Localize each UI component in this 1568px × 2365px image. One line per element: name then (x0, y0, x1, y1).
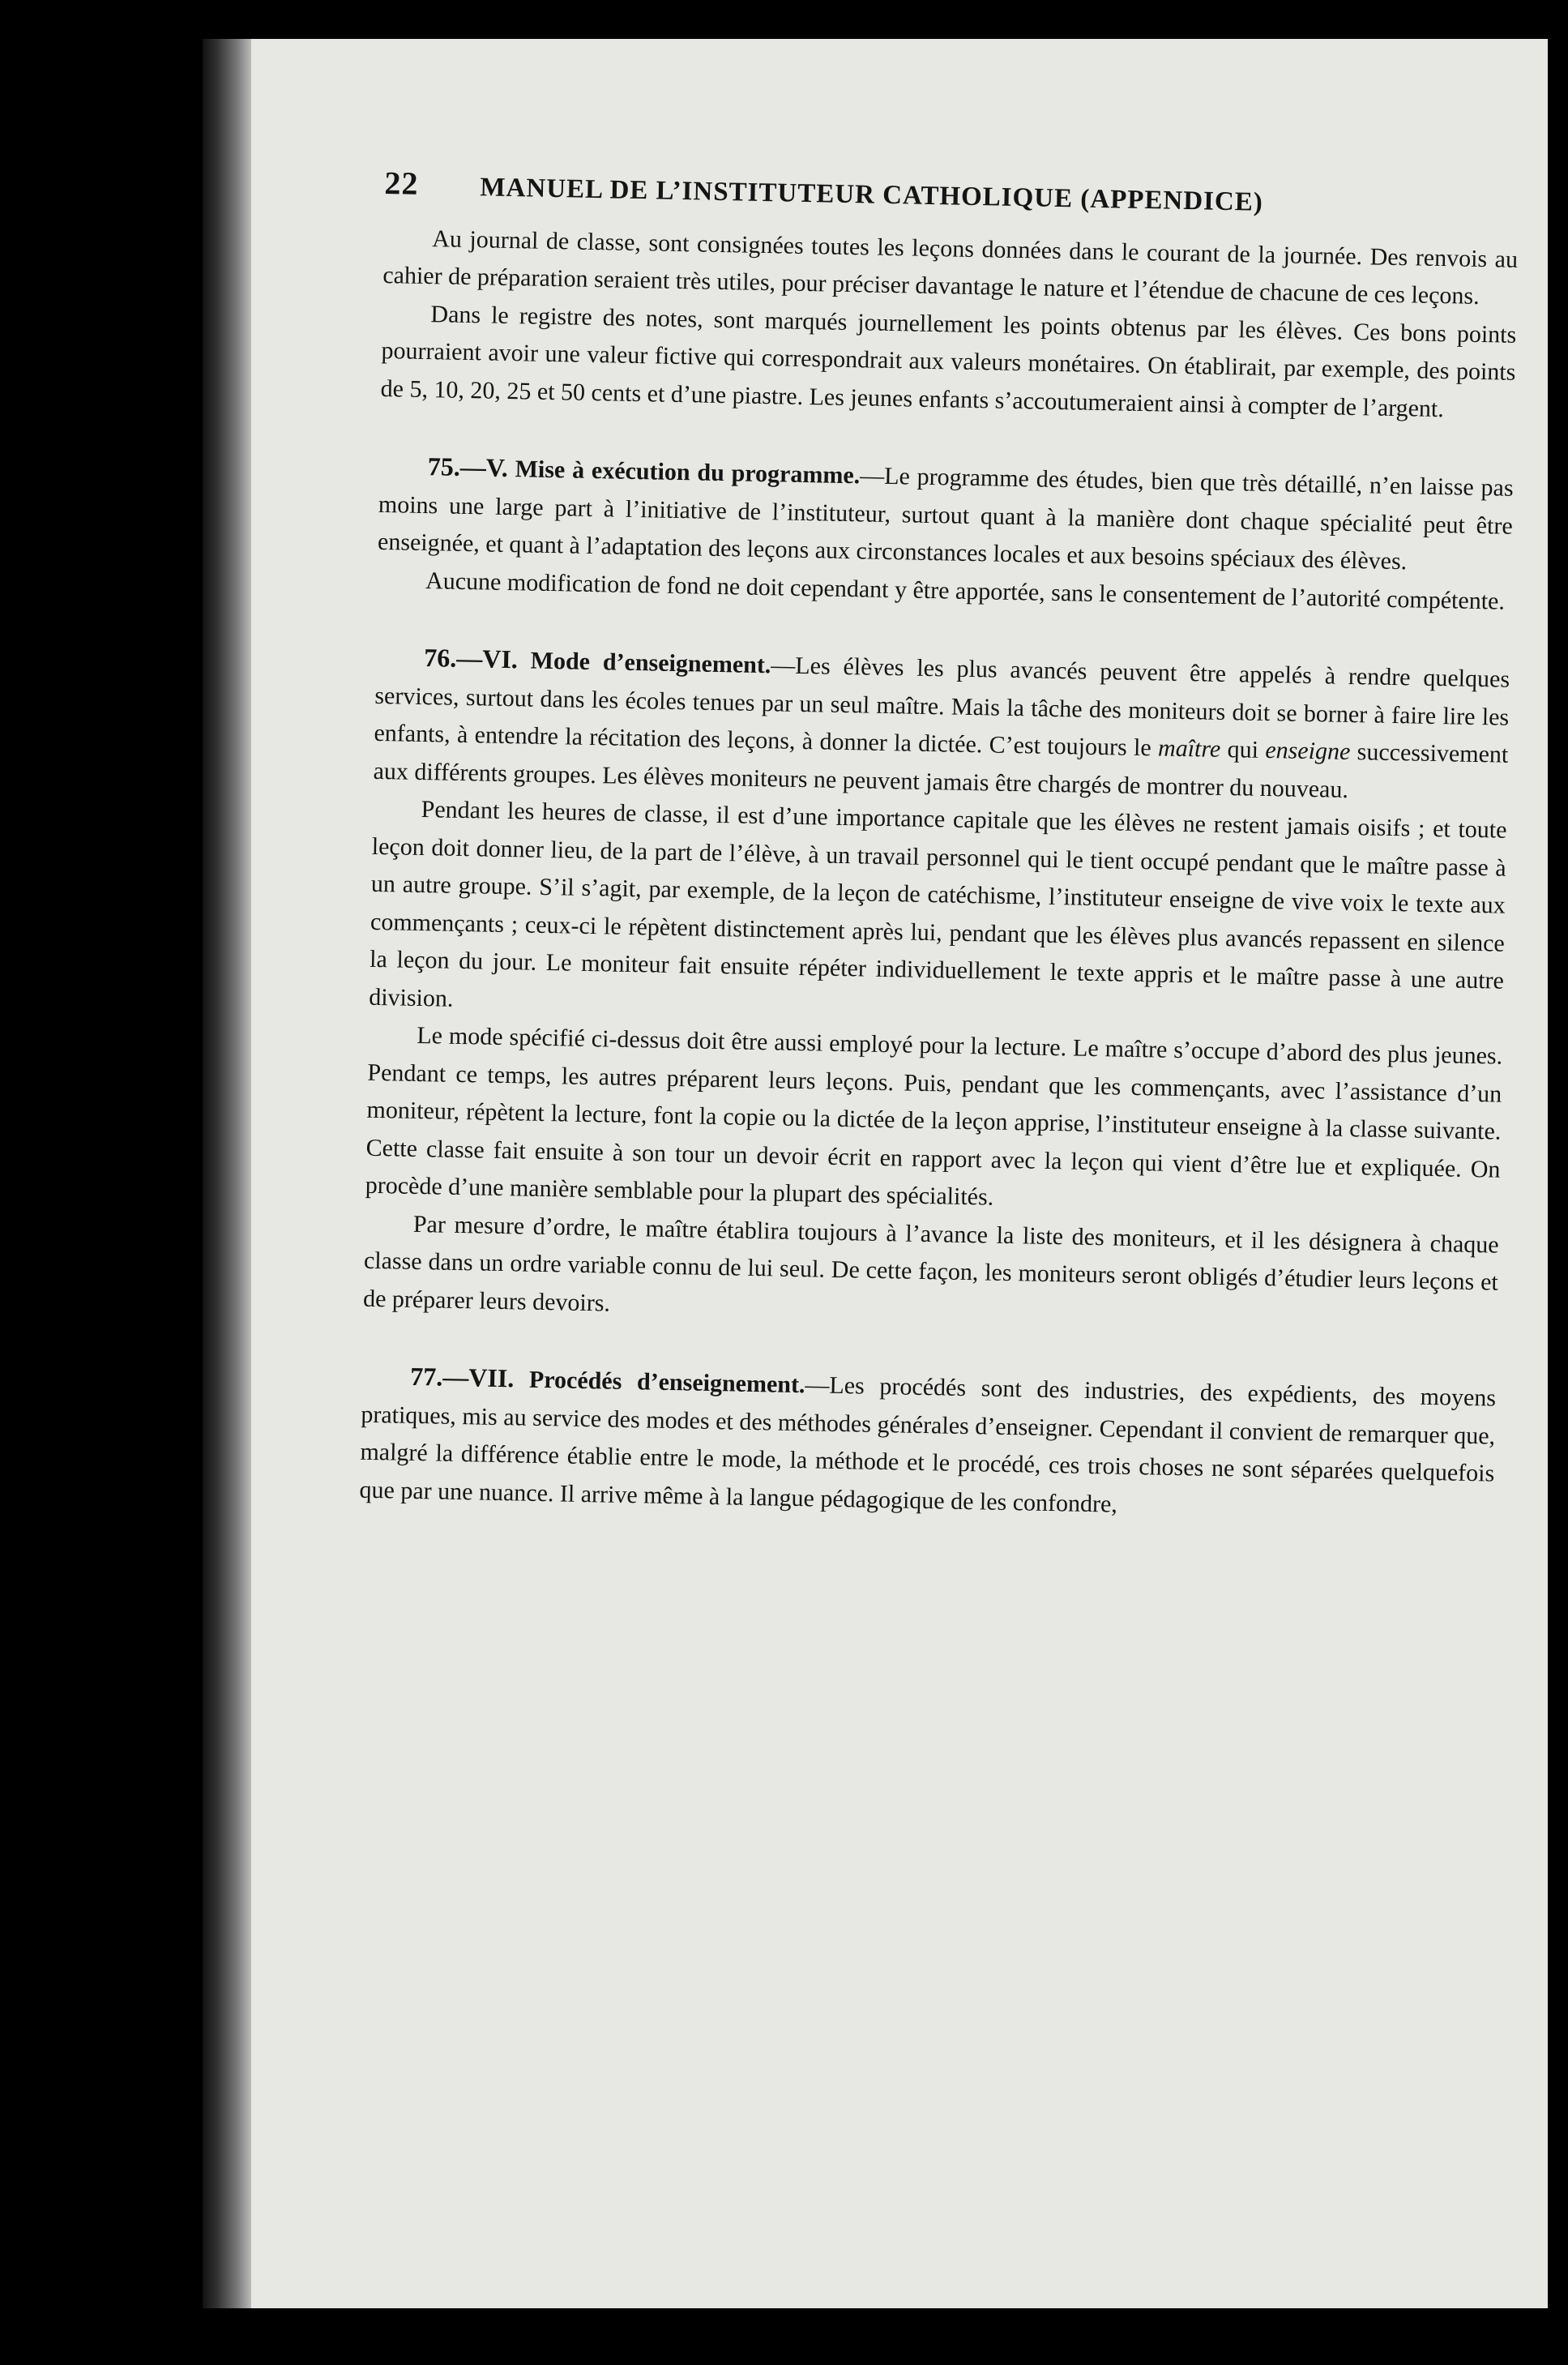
page-header (384, 165, 1519, 226)
section-number: 75.—V. (427, 451, 509, 482)
section-77 (359, 1357, 1496, 1531)
page-number: 22 (384, 165, 419, 202)
section-text: qui (1220, 735, 1266, 763)
section-76 (373, 638, 1510, 812)
section-text: —Le programme des études, bien que très détaillé, n’en laisse pas moins une large part à l’initiative de l’instituteur, surtout quant à la manière dont chaque spécialité peut être enseignée, et quant à l’adaptation des leçons aux circonstances locales et aux besoins spéciaux des élèves. (377, 462, 1514, 575)
paragraph: Au journal de classe, sont consignées toutes les leçons données dans le courant de la journée. Des renvois au cahier de préparation seraient très utiles, pour préciser davantage le nature et l’étendue de chacune de ces leçons. (382, 225, 1519, 310)
paragraph: Par mesure d’ordre, le maître établira toujours à l’avance la liste des moniteurs, et il les désignera à chaque classe dans un ordre variable connu de lui seul. De cette façon, les moniteurs seront obligés d’étudier leurs leçons et de préparer leurs devoirs. (362, 1210, 1499, 1317)
section-text: —Les procédés sont des industries, des expédients, des moyens pratiques, mis au service des modes et des méthodes générales d’enseigner. Cependant il convient de remarquer que, malgré la différence établie entre le mode, la méthode et le procédé, ces trois choses ne sont séparées quelquefois que par une nuance. Il arrive même à la langue pédagogique de les confondre, (359, 1371, 1497, 1518)
scanned-page (203, 39, 1548, 2308)
paragraph: Aucune modification de fond ne doit cependant y être apportée, sans le consentement de l’autorité compétente. (425, 567, 1506, 615)
paragraph: Dans le registre des notes, sont marqués journellement les points obtenus par les élèves. Ces bons points pourraient avoir une valeur fictive qui correspondrait aux valeurs monétaires. On établirait, par exemple, des points de 5, 10, 20, 25 et 50 cents et d’une piastre. Les jeunes enfants s’accoutumeraient ainsi à compter de l’argent. (380, 300, 1517, 422)
running-head: MANUEL DE L’INSTITUTEUR CATHOLIQUE (APPENDICE) (480, 173, 1264, 217)
section-text: successivement aux différents groupes. Les élèves moniteurs ne peuvent jamais être chargés de montrer du nouveau. (373, 738, 1509, 803)
paragraph: Pendant les heures de classe, il est d’une importance capitale que les élèves ne restent jamais oisifs ; et toute leçon doit donner lieu, de la part de l’élève, à un travail personnel qui le tient occupé pendant que le maître passe à un autre groupe. S’il s’agit, par exemple, de la leçon de catéchisme, l’instituteur enseigne de vive voix le texte aux commençants ; ceux-ci le répètent distinctement après lui, pendant que les élèves plus avancés repassent en silence la leçon du jour. Le moniteur fait ensuite répéter individuellement le texte appris et le maître passe à une autre division. (368, 796, 1507, 1012)
paragraph: Le mode spécifié ci-dessus doit être aussi employé pour la lecture. Le maître s’occupe d’abord des plus jeunes. Pendant ce temps, les autres préparent leurs leçons. Puis, pendant que les commençants, avec l’assistance d’un moniteur, répètent la lecture, font la copie ou la dictée de la leçon apprise, l’instituteur enseigne à la classe suivante. Cette classe fait ensuite à son tour un devoir écrit en rapport avec la leçon qui vient d’être lue et expliquée. On procède d’une manière semblable pour la plupart des spécialités. (365, 1021, 1503, 1211)
section-number: 77.—VII. (409, 1361, 515, 1393)
page-binding-shadow (203, 39, 251, 2308)
section-number: 76.—VI. (423, 643, 519, 674)
section-title: Procédés d’enseignement. (528, 1366, 805, 1399)
section-title: Mode d’enseignement. (530, 647, 771, 679)
page-text (359, 165, 1519, 1531)
emphasis-enseigne: enseigne (1265, 736, 1351, 766)
section-text: —Les élèves les plus avancés peuvent être appelés à rendre quelques services, surtout dans les écoles tenues par un seul maître. Mais la tâche des moniteurs doit se borner à faire lire les enfants, à entendre la récitation des leçons, à donner la dictée. C’est toujours le (374, 652, 1510, 762)
section-75 (378, 447, 1514, 583)
section-title: Mise à exécution du programme. (515, 455, 861, 490)
emphasis-maitre: maître (1157, 734, 1221, 763)
